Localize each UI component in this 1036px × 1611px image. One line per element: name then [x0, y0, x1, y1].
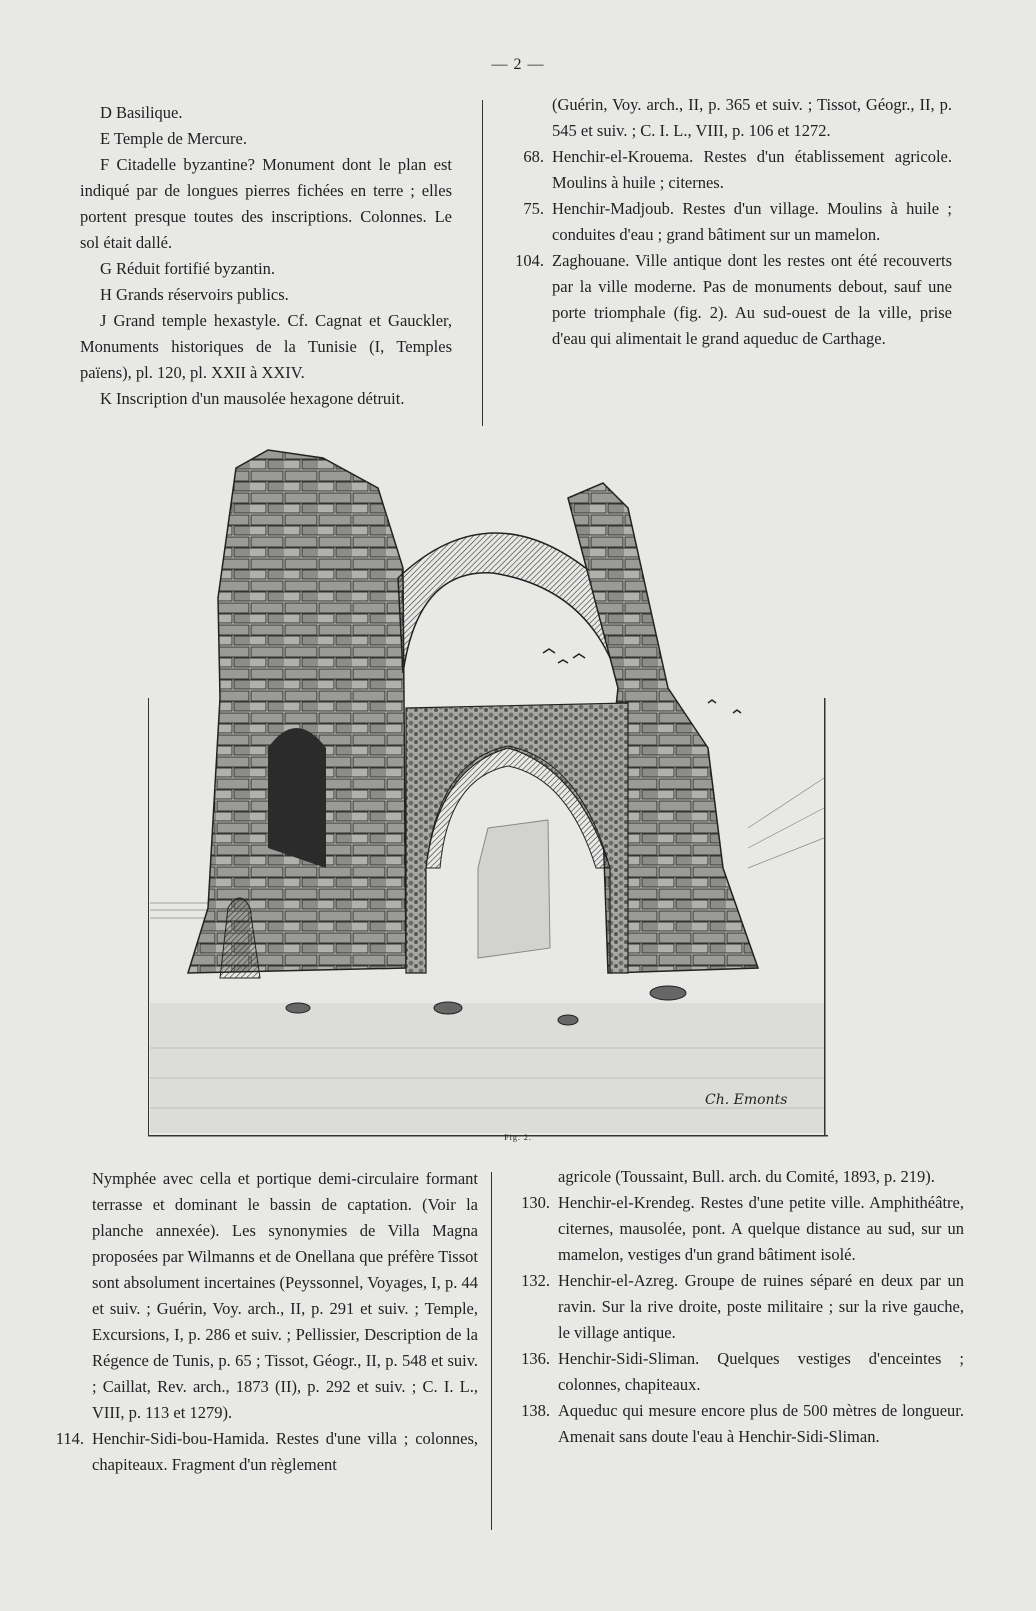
- entry-text: Henchir-el-Azreg. Groupe de ruines séparé en deux par un ravin. Sur la rive droite, poste militaire ; sur la rive gauche, le village antique.: [558, 1271, 964, 1342]
- column-divider: [491, 1172, 492, 1530]
- entry-number: 114.: [55, 1429, 84, 1448]
- entry-text: Henchir-Sidi-bou-Hamida. Restes d'une villa ; colonnes, chapiteaux. Fragment d'un règlement: [92, 1429, 478, 1474]
- figure-caption: Fig. 2.: [504, 1133, 532, 1142]
- entry-text: Henchir-el-Krendeg. Restes d'une petite ville. Amphithéâtre, citernes, mausolée, pont. A quelque distance au sud, sur un mamelon, vestiges d'un grand bâtiment isolé.: [558, 1193, 964, 1264]
- top-right-column: [500, 92, 952, 352]
- site-entry: [506, 1346, 964, 1398]
- entry-number: 132.: [521, 1271, 550, 1290]
- legend-item: G Réduit fortifié byzantin.: [100, 259, 276, 278]
- continuation-text: Nymphée avec cella et portique demi-circulaire formant terrasse et dominant le bassin de captation. (Voir la planche annexée). Les synonymies de Villa Magna proposées par Wilmanns et de Onellana que préfère Tissot sont absolument incertaines (Peyssonnel, Voyages, I, p. 44 et suiv. ; Guérin, Voy. arch., II, p. 291 et suiv. ; Temple, Excursions, I, p. 286 et suiv. ; Pellissier, Description de la Régence de Tunis, p. 65 ; Tissot, Géogr., II, p. 548 et suiv. ; Caillat, Rev. arch., 1873 (II), p. 292 et suiv. ; C. I. L., VIII, p. 113 et 1279).: [92, 1169, 478, 1422]
- site-entry: [500, 248, 952, 352]
- continuation-text: agricole (Toussaint, Bull. arch. du Comité, 1893, p. 219).: [558, 1167, 935, 1186]
- entry-number: 136.: [521, 1349, 550, 1368]
- site-entry: [20, 1426, 478, 1478]
- bottom-right-column: [506, 1164, 964, 1450]
- entry-text: Henchir-Sidi-Sliman. Quelques vestiges d'enceintes ; colonnes, chapiteaux.: [558, 1349, 964, 1394]
- site-entry: [506, 1190, 964, 1268]
- legend-item: K Inscription d'un mausolée hexagone détruit.: [100, 389, 405, 408]
- entry-text: Zaghouane. Ville antique dont les restes ont été recouverts par la ville moderne. Pas de monuments debout, sauf une porte triomphale (fig. 2). Au sud-ouest de la ville, prise d'eau qui alimentait le grand aqueduc de Carthage.: [552, 251, 952, 348]
- entry-number: 75.: [523, 199, 544, 218]
- entry-text: Aqueduc qui mesure encore plus de 500 mètres de longueur. Amenait sans doute l'eau à Henchir-Sidi-Sliman.: [558, 1401, 964, 1446]
- site-entry: [506, 1268, 964, 1346]
- bottom-left-column: [20, 1166, 478, 1478]
- arch-engraving: [148, 448, 828, 1138]
- site-entry: [500, 144, 952, 196]
- legend-item: F Citadelle byzantine? Monument dont le plan est indiqué par de longues pierres fichées en terre ; elles portent presque toutes des inscriptions. Colonnes. Le sol était dallé.: [80, 155, 452, 252]
- entry-text: Henchir-el-Krouema. Restes d'un établissement agricole. Moulins à huile ; citernes.: [552, 147, 952, 192]
- legend-item: D Basilique.: [100, 103, 183, 122]
- top-left-column: [80, 100, 452, 412]
- entry-number: 104.: [515, 251, 544, 270]
- entry-text: Henchir-Madjoub. Restes d'un village. Moulins à huile ; conduites d'eau ; grand bâtiment sur un mamelon.: [552, 199, 952, 244]
- site-entry: [506, 1398, 964, 1450]
- entry-number: 68.: [523, 147, 544, 166]
- site-entry: [500, 196, 952, 248]
- legend-item: E Temple de Mercure.: [100, 129, 247, 148]
- artist-signature: Ch. Emonts: [705, 1092, 788, 1108]
- column-divider: [482, 100, 483, 426]
- entry-number: 130.: [521, 1193, 550, 1212]
- legend-item: J Grand temple hexastyle. Cf. Cagnat et Gauckler, Monuments historiques de la Tunisie (I, Temples païens), pl. 120, pl. XXII à XXIV.: [80, 311, 452, 382]
- continuation-text: (Guérin, Voy. arch., II, p. 365 et suiv. ; Tissot, Géogr., II, p. 545 et suiv. ; C. I. L., VIII, p. 106 et 1272.: [552, 95, 952, 140]
- legend-item: H Grands réservoirs publics.: [100, 285, 289, 304]
- page-number: — 2 —: [491, 56, 545, 73]
- entry-number: 138.: [521, 1401, 550, 1420]
